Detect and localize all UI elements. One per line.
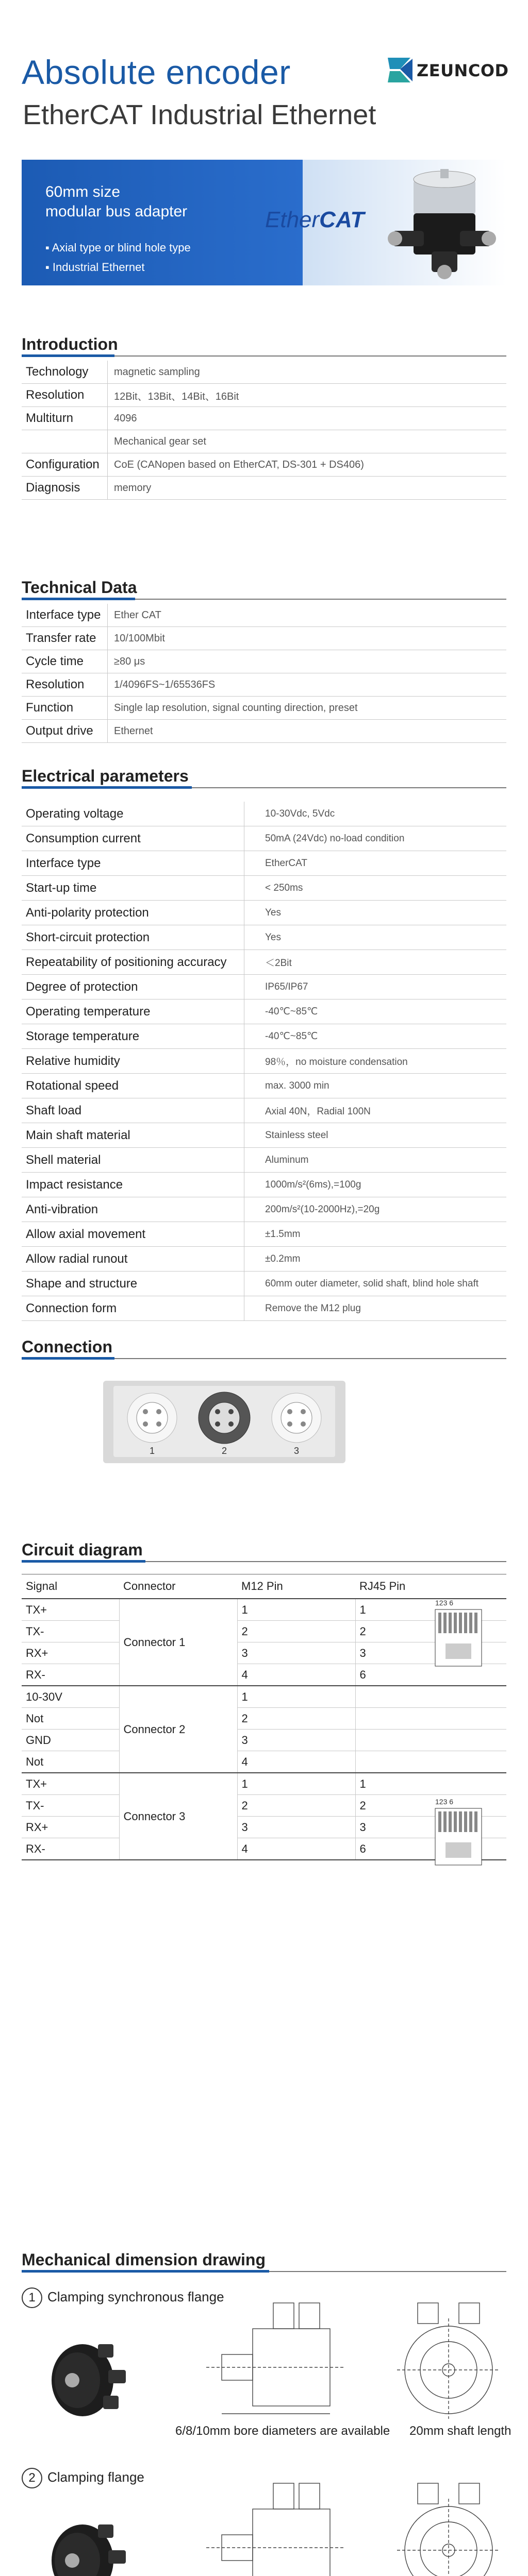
rj45-pin-cell [355,1751,506,1773]
spec-value: 10/100Mbit [108,627,507,650]
table-row [22,673,506,697]
spec-value: ≥80 μs [108,650,507,673]
table-row [22,361,506,384]
table-row [22,627,506,650]
m12-pin-cell: 2 [237,1708,355,1730]
param-value: -40℃~85℃ [244,1024,507,1049]
col-header-m12: M12 Pin [237,1574,355,1599]
m12-pin-cell: 2 [237,1621,355,1642]
signal-cell: RX- [22,1664,119,1686]
col-header-connector: Connector [119,1574,237,1599]
rj45-pin-cell [355,1686,506,1708]
signal-cell: 10-30V [22,1686,119,1708]
technical-table [22,604,506,743]
front-view-drawing [387,2298,510,2421]
signal-cell: Not [22,1708,119,1730]
param-key: Anti-vibration [22,1197,244,1222]
param-key: Allow radial runout [22,1247,244,1272]
electrical-table [22,802,506,1321]
spec-key: Cycle time [22,650,108,673]
front-view-drawing [387,2478,510,2576]
m12-connectors-illustration [113,1386,335,1457]
rj45-pin-label: 123 6 [435,1798,454,1806]
param-value: EtherCAT [244,851,507,876]
table-row [22,1148,506,1173]
param-key: Operating voltage [22,802,244,826]
rj45-pin-cell: 2 [355,1795,506,1817]
table-row [22,1049,506,1074]
side-view-drawing [191,2298,361,2421]
signal-cell: RX+ [22,1642,119,1664]
m12-pin-cell: 4 [237,1664,355,1686]
table-row [22,826,506,851]
connector-label-2: 2 [221,1446,227,1456]
table-row [22,999,506,1024]
param-value: Aluminum [244,1148,507,1173]
mech-item-number: 1 [22,2287,42,2308]
param-value: Remove the M12 plug [244,1296,507,1321]
spec-key: Function [22,697,108,720]
table-row [22,1197,506,1222]
param-value: Yes [244,901,507,925]
param-key: Shape and structure [22,1272,244,1296]
signal-cell: Not [22,1751,119,1773]
side-view-drawing [191,2478,361,2576]
banner-feature-list [45,238,191,277]
rj45-icon [431,1597,488,1674]
param-key: Impact resistance [22,1173,244,1197]
mech-item-number: 2 [22,2468,42,2488]
encoder-product-image [383,169,501,282]
table-row [22,1708,506,1730]
introduction-table [22,361,506,500]
param-value: 1000m/s²(6ms),=100g [244,1173,507,1197]
table-row [22,1730,506,1751]
spec-value: magnetic sampling [108,361,507,384]
spec-key: Technology [22,361,108,384]
table-row [22,802,506,826]
spec-value: 12Bit、13Bit、14Bit、16Bit [108,384,507,407]
table-row [22,697,506,720]
m12-pin-cell: 3 [237,1817,355,1838]
rj45-pin-cell [355,1730,506,1751]
table-row [22,1751,506,1773]
spec-value: 1/4096FS~1/65536FS [108,673,507,697]
param-key: Degree of protection [22,975,244,999]
signal-cell: TX- [22,1621,119,1642]
param-value: 10-30Vdc, 5Vdc [244,802,507,826]
table-row [22,851,506,876]
table-row [22,1123,506,1148]
param-key: Connection form [22,1296,244,1321]
ethercat-logo [265,207,364,233]
signal-cell: TX+ [22,1773,119,1795]
banner-heading [45,182,187,222]
table-row [22,477,506,500]
col-header-rj45: RJ45 Pin [355,1574,506,1599]
spec-key: Resolution [22,384,108,407]
spec-value: CoE (CANopen based on EtherCAT, DS-301 + DS406) [108,453,507,477]
param-value: ＜2Bit [244,950,507,975]
page-subtitle: EtherCAT Industrial Ethernet [23,99,376,130]
rj45-pin-label: 123 6 [435,1599,454,1607]
table-row [22,384,506,407]
rj45-pin-cell: 6 [355,1664,506,1686]
rj45-pin-cell: 3 [355,1642,506,1664]
param-value: -40℃~85℃ [244,999,507,1024]
connector-label-1: 1 [149,1446,155,1456]
table-row [22,950,506,975]
table-row [22,1098,506,1123]
mech-item-label: Clamping synchronous flange [47,2289,224,2304]
banner-feature: ▪ Axial type or blind hole type [45,238,191,258]
m12-pin-cell: 1 [237,1599,355,1621]
param-key: Main shaft material [22,1123,244,1148]
spec-key: Interface type [22,604,108,627]
mech-caption: 6/8/10mm bore diameters are available [175,2424,390,2438]
rj45-icon [431,1796,488,1873]
banner-line-1: 60mm size [45,183,121,200]
rj45-pin-cell: 3 [355,1817,506,1838]
param-value: IP65/IP67 [244,975,507,999]
param-key: Short-circuit protection [22,925,244,950]
logo-mark-icon [385,54,416,87]
table-row [22,650,506,673]
page-title: Absolute encoder [22,53,291,91]
param-key: Relative humidity [22,1049,244,1074]
connector-cell: Connector 1 [119,1599,237,1686]
technical-title: Technical Data [22,578,137,597]
rj45-pin-cell: 1 [355,1773,506,1795]
rj45-pin-cell [355,1708,506,1730]
table-row [22,901,506,925]
param-key: Shaft load [22,1098,244,1123]
table-row [22,407,506,430]
ethercat-logo-light: Ether [265,207,320,232]
table-row [22,1296,506,1321]
spec-key: Transfer rate [22,627,108,650]
param-value: 200m/s²(10-2000Hz),=20g [244,1197,507,1222]
param-key: Anti-polarity protection [22,901,244,925]
logo-text: ZEUNCOD [417,61,509,80]
rj45-pin-cell: 6 [355,1838,506,1860]
table-row [22,453,506,477]
param-value: 98％，no moisture condensation [244,1049,507,1074]
m12-pin-cell: 1 [237,1773,355,1795]
introduction-title: Introduction [22,335,118,353]
banner-feature: ▪ Industrial Ethernet [45,258,191,277]
mech-caption-secondary: 20mm shaft length [409,2424,512,2438]
table-row [22,1247,506,1272]
encoder-photo [31,2324,134,2427]
m12-pin-cell: 3 [237,1642,355,1664]
m12-pin-cell: 1 [237,1686,355,1708]
spec-value: 4096 [108,407,507,430]
signal-cell: TX- [22,1795,119,1817]
connection-title: Connection [22,1337,112,1356]
param-key: Interface type [22,851,244,876]
table-row [22,1173,506,1197]
param-key: Shell material [22,1148,244,1173]
m12-pin-cell: 2 [237,1795,355,1817]
spec-key: Diagnosis [22,477,108,500]
m12-pin-cell: 4 [237,1838,355,1860]
param-value: ±1.5mm [244,1222,507,1247]
param-value: Yes [244,925,507,950]
spec-value: Single lap resolution, signal counting direction, preset [108,697,507,720]
spec-key: Configuration [22,453,108,477]
ethercat-logo-bold: CAT [319,207,365,232]
param-key: Consumption current [22,826,244,851]
circuit-title: Circuit diagram [22,1540,143,1559]
table-row [22,925,506,950]
spec-key: Output drive [22,720,108,743]
table-row [22,1074,506,1098]
table-row [22,975,506,999]
param-key: Rotational speed [22,1074,244,1098]
param-key: Storage temperature [22,1024,244,1049]
table-row [22,1272,506,1296]
table-row [22,1222,506,1247]
hero-banner [22,160,506,285]
signal-cell: TX+ [22,1599,119,1621]
param-key: Repeatability of positioning accuracy [22,950,244,975]
spec-key: Multiturn [22,407,108,430]
encoder-photo [31,2504,134,2576]
rj45-pin-cell: 2 [355,1621,506,1642]
table-row [22,876,506,901]
table-row [22,720,506,743]
spec-value: memory [108,477,507,500]
param-key: Allow axial movement [22,1222,244,1247]
col-header-signal: Signal [22,1574,119,1599]
rj45-pin-cell: 1 [355,1599,506,1621]
param-value: Axial 40N，Radial 100N [244,1098,507,1123]
table-row [22,1686,506,1708]
param-value: Stainless steel [244,1123,507,1148]
param-value: max. 3000 min [244,1074,507,1098]
spec-key: Resolution [22,673,108,697]
spec-value: Ethernet [108,720,507,743]
connector-cell: Connector 2 [119,1686,237,1773]
param-key: Start-up time [22,876,244,901]
banner-line-2: modular bus adapter [45,203,188,220]
table-row [22,430,506,453]
table-row [22,604,506,627]
connector-cell: Connector 3 [119,1773,237,1860]
signal-cell: GND [22,1730,119,1751]
table-row [22,1024,506,1049]
param-value: ±0.2mm [244,1247,507,1272]
spec-value: Ether CAT [108,604,507,627]
m12-pin-cell: 3 [237,1730,355,1751]
param-value: 60mm outer diameter, solid shaft, blind hole shaft [244,1272,507,1296]
m12-pin-cell: 4 [237,1751,355,1773]
param-key: Operating temperature [22,999,244,1024]
mechanical-title: Mechanical dimension drawing [22,2250,266,2269]
mech-item-label: Clamping flange [47,2469,144,2485]
table-row [22,1773,506,1795]
connector-label-3: 3 [293,1446,300,1456]
spec-value: Mechanical gear set [108,430,507,453]
param-value: 50mA (24Vdc) no-load condition [244,826,507,851]
param-value: < 250ms [244,876,507,901]
signal-cell: RX+ [22,1817,119,1838]
brand-logo [385,54,508,87]
spec-key [22,430,108,453]
electrical-title: Electrical parameters [22,767,189,785]
mech-item-title [22,2468,144,2488]
connector-panel-image [103,1381,345,1463]
signal-cell: RX- [22,1838,119,1860]
